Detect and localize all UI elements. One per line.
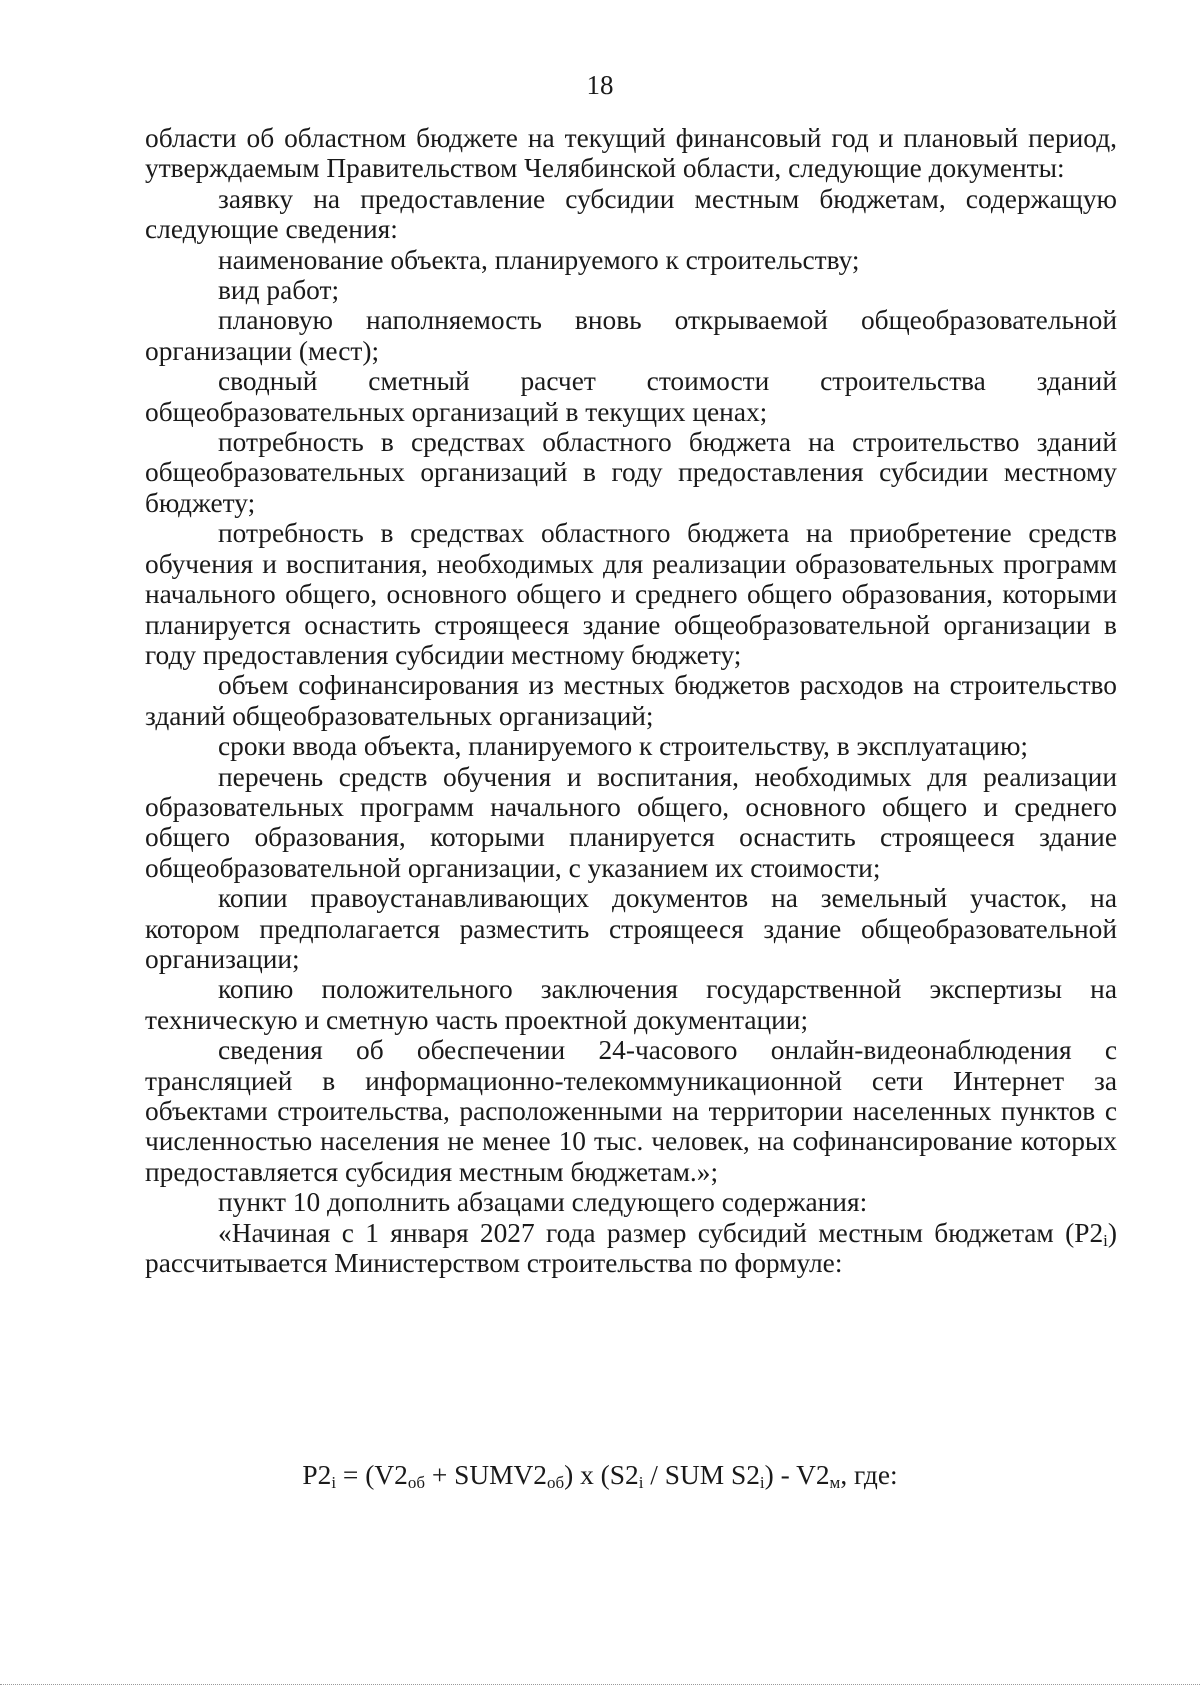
- paragraph: пункт 10 дополнить абзацами следующего содержания:: [218, 1187, 868, 1218]
- formula-part: , где:: [840, 1460, 898, 1490]
- formula: [0, 1459, 1200, 1491]
- paragraph: плановую наполняемость вновь открываемой общеобразовательной организации (мест);: [145, 305, 1117, 366]
- formula-subscript: i: [638, 1473, 644, 1492]
- formula-intro-text: «Начиная с 1 января 2027 года размер субсидий местным бюджетам (P2: [218, 1217, 1104, 1248]
- page-number: 18: [586, 70, 614, 100]
- formula-subscript: об: [407, 1473, 425, 1492]
- formula-part: = (V2: [336, 1460, 408, 1490]
- paragraph: объем софинансирования из местных бюджетов расходов на строительство зданий общеобразовательных организаций;: [145, 670, 1117, 731]
- formula-intro-paragraph: [145, 1218, 1117, 1279]
- paragraph: сроки ввода объекта, планируемого к строительству, в эксплуатацию;: [218, 731, 1029, 762]
- formula-subscript: i: [759, 1473, 765, 1492]
- scan-edge-line: [0, 1684, 1200, 1685]
- formula-part: ) x (S2: [564, 1460, 639, 1490]
- formula-intro-text-end: ) рассчитывается Министерством строительства по формуле:: [145, 1217, 1117, 1279]
- paragraph: сведения об обеспечении 24-часового онлайн-видеонаблюдения с трансляцией в информационно-телекоммуникационной сети Интернет за объектами строительства, расположенными на территории населенных пунктов с численностью населения не менее 10 тыс. человек, на софинансирование которых предоставляется субсидия местным бюджетам.»;: [145, 1035, 1117, 1187]
- paragraph: потребность в средствах областного бюджета на строительство зданий общеобразовательных организаций в году предоставления субсидии местному бюджету;: [145, 427, 1117, 518]
- formula-part: P2: [302, 1460, 332, 1490]
- paragraph: перечень средств обучения и воспитания, необходимых для реализации образовательных программ начального общего, основного общего и среднего общего образования, которыми планируется оснастить строящееся здание общеобразовательной организации, с указанием их стоимости;: [145, 761, 1117, 883]
- formula-part: + SUMV2: [424, 1460, 547, 1490]
- formula-subscript: об: [546, 1473, 565, 1492]
- paragraph: заявку на предоставление субсидии местным бюджетам, содержащую следующие сведения:: [145, 183, 1117, 245]
- formula-intro-subscript: i: [1103, 1230, 1108, 1250]
- formula-part: ) - V2: [764, 1460, 830, 1490]
- formula-subscript: м: [829, 1473, 841, 1492]
- paragraph: сводный сметный расчет стоимости строительства зданий общеобразовательных организаций в текущих ценах;: [145, 366, 1117, 427]
- paragraph: области об областном бюджете на текущий финансовый год и плановый период, утверждаемым Правительством Челябинской области, следующие документы:: [145, 123, 1117, 184]
- document-body: [145, 123, 1117, 1278]
- paragraph: наименование объекта, планируемого к строительству;: [218, 244, 860, 275]
- paragraph: копию положительного заключения государственной экспертизы на техническую и сметную часть проектной документации;: [145, 974, 1117, 1035]
- paragraph: копии правоустанавливающих документов на земельный участок, на котором предполагается разместить строящееся здание общеобразовательной организации;: [145, 883, 1117, 974]
- paragraph: потребность в средствах областного бюджета на приобретение средств обучения и воспитания, необходимых для реализации образовательных программ начального общего, основного общего и среднего общего образования, которыми планируется оснастить строящееся здание общеобразовательной организации в году предоставления субсидии местному бюджету;: [145, 518, 1117, 670]
- paragraph: вид работ;: [218, 275, 340, 306]
- formula-part: / SUM S2: [643, 1460, 760, 1490]
- formula-subscript: i: [331, 1473, 337, 1492]
